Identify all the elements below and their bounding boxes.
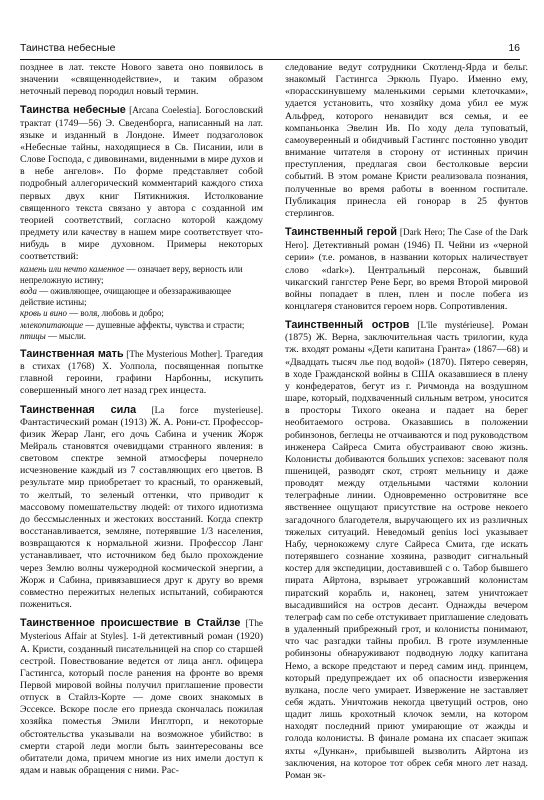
entry-text: Трагедия в стихах (1768) Х. Уолпола, посвященная попытке главной героини, графини Нарбонны, искупить совершенный много лет назад грех инцеста. bbox=[20, 348, 263, 397]
entry-headword: Таинственный остров bbox=[285, 319, 410, 332]
entry-original-title: [The Mysterious Mother]. bbox=[126, 348, 223, 359]
entry-tainstvennyj-ostrov bbox=[285, 319, 528, 782]
entry-proisshestvie-v-stajlze bbox=[20, 617, 263, 777]
running-header bbox=[20, 42, 520, 58]
example-item: млекопитающие — душевные аффекты, чувства и страсти; bbox=[20, 319, 245, 330]
continued-text: следование ведут сотрудники Скотленд-Ярда и бельг. знакомый Гастингса Эркюль Пуаро. Именно ему, «порасскинувшему маленькими серыми клеточками», удается установить, что хозяйку дома убил ее муж Альфред, которого ненавидит вся семья, и ее компаньонка Эвелин Ив. По ходу дела туповатый, самоуверенный и обидчивый Гастингс постоянно уводит внимание читателя в сторону от истинных причин преступления, предлагая свои бестолковые версии событий. В этом романе Кристи реализовала познания, полученные во время работы в военном госпитале. Публикация принесла ей гонорар в 25 фунтов стерлингов. bbox=[285, 62, 528, 219]
entry-text: Роман (1875) Ж. Верна, заключительная часть трилогии, куда тж. входят романы «Дети капитана Гранта» (1867—68) и «Двадцать тысяч лье под водой» (1870). Пятеро северян, в ходе Гражданской войны в США оказавшиеся в плену у конфедератов, бегут из г. Ричмонда на воздушном шаре, который, подхваченный сильным ветром, уносится в просторы Тихого океана и падает на берег необитаемого острова. Оказавшись в положении робинзонов, беглецы не отчаиваются и под руководством инженера Сайреса Смита обустраивают свою жизнь. Колонисты добиваются больших успехов: засевают поля пшеницей, разводят скот, строят мельницу и даже проводят между отдельными частями колонии телеграфные линии. Одновременно островитяне все явственнее ощущают присутствие на острове некоего загадочного благодетеля, выручающего их из различных тяжелых ситуаций. Неведомый genius loci указывает Набу, чернокожему слуге Сайреса Смита, где искать потерявшего сознание хозяина, разводит сигнальный костер для экспедиции, доставившей с о. Табор бывшего пирата Айртона, взрывает угрожавший колонистам пиратский корабль и, наконец, затем уничтожает высадившийся на остров десант. Однажды вечером телеграф сам по себе отстукивает приглашение следовать в удаленный прибрежный грот, и колонисты понимают, что час разгадки тайны пробил. В гроте изумленные робинзоны обнаруживают подводную лодку капитана Немо, а вскоре предстают и перед самим инд. принцем, который предупреждает их об опасности извержения вулкана, после чего умирает. Извержение не заставляет себя ждать. Уничтожив некогда цветущий остров, оно щадит лишь крохотный клочок земли, на котором находят последний приют умирающие от жажды и голода колонисты. В финале романа их спасает экипаж яхты «Дункан», прибывшей вызволить Айртона из заключения, на которое тот обрек себя много лет назад. Роман эк- bbox=[285, 320, 528, 781]
example-item: птицы — мысли. bbox=[20, 330, 86, 341]
entry-text: Богословский трактат (1749—56) Э. Сведенборга, написанный на лат. языке и изданный в Лондоне. Имеет подзаголовок «Небесные тайны, находящиеся в Св. Писании, или в Слове Господа, с дивовинами, виденными в мире духов и в небе ангелов». По форме представляет собой подробный аллегорический комментарий каждого стиха первых двух книг Пятикнижия. Истолкование священного текста связано у автора с созданной им теорией соответствий, согласно которой каждому предмету или качеству в нашем мире соответствует что-нибудь в мире духовном. Примеры некоторых соответствий: bbox=[20, 105, 263, 263]
page-number: 16 bbox=[508, 42, 520, 54]
entry-text: Фантастический роман (1913) Ж. А. Рони-ст. Профессор-физик Жерар Ланг, его дочь Сабина и ученик Жорж Мейраль становятся очевидцами странного явления: в световом спектре земной атмосферы почернело исчезновение каждый из 7 составляющих его цветов. В результате мир приобретает то красный, то оранжевый, то желтый, то зеленый оттенки, что приводит к массовому помешательству людей: от тихого идиотизма до бессмысленных и жестоких восстаний. Когда спектр восстанавливается, земляне, потерявшие 1/3 населения, возвращаются к нормальной жизни. Профессор Ланг устанавливает, что источником бед было прохождение через Землю волны чужеродной космической энергии, а Жорж и Сабина, привязавшиеся друг к другу во время совместно пережитых нелепых испытаний, собираются пожениться. bbox=[20, 416, 263, 611]
entry-original-title: [Arcana Coelestia]. bbox=[129, 105, 202, 116]
entry-original-title: [The Mysterious Affair at Styles]. bbox=[20, 618, 263, 642]
entry-headword: Таинства небесные bbox=[20, 104, 126, 117]
example-item: камень или нечто каменное — означает веру, верность или непреложную истину; bbox=[20, 263, 243, 285]
entry-headword: Таинственная сила bbox=[20, 403, 137, 416]
entry-tainstvennyj-geroj bbox=[285, 226, 528, 313]
entry-tainstvennaya-mat bbox=[20, 348, 263, 398]
entry-text: 1-й детективный роман (1920) А. Кристи, созданный писательницей на спор со старшей сестрой. Повествование ведется от лица англ. офицера Гастингса, который после ранения на фронте во время Первой мировой войны получил приглашение провести отпуск в Стайлз-Корте — доме своих знакомых в Эссексе. Вскоре после его приезда скончалась пожилая хозяйка поместья Эмили Инглторп, и некоторые обстоятельства указывали на возможное убийство: в смерти старой леди могли быть заинтересованы все обитатели дома, причем многие из них имели доступ к ядам и навык обращения с ними. Рас- bbox=[20, 631, 263, 777]
entry-original-title: [L'île mystérieuse]. bbox=[417, 320, 495, 331]
entry-tainstva-nebesnye bbox=[20, 104, 263, 341]
example-item: кровь и вино — воля, любовь и добро; bbox=[20, 308, 164, 319]
header-rule bbox=[20, 59, 520, 60]
left-column bbox=[20, 62, 263, 792]
continued-text: позднее в лат. тексте Нового завета оно появилось в значении «священнодействие», и таким образом неточный перевод породил новый термин. bbox=[20, 62, 263, 98]
entry-text: Детективный роман (1946) П. Чейни из «черной серии» (т.е. романов, в названии которых наличествует слово «dark»). Центральный персонаж, бывший чикагский гангстер Рене Берг, во время Второй мировой войны попадает в плен, плен и после побега из концлагеря становится героем норв. Сопротивления. bbox=[285, 240, 528, 312]
entry-headword: Таинственный герой bbox=[285, 226, 397, 239]
entry-tainstvennaya-sila bbox=[20, 404, 263, 612]
example-item: вода — оживляющее, очищающее и обеззараживающее действие истины; bbox=[20, 285, 232, 308]
entry-original-title: [Dark Hero; The Case of the Dark Hero]. bbox=[285, 227, 528, 251]
entry-original-title: [La force mysterieuse]. bbox=[151, 404, 263, 415]
entry-headword: Таинственная мать bbox=[20, 347, 124, 360]
entry-headword: Таинственное происшествие в Стайлзе bbox=[20, 617, 241, 630]
right-column bbox=[285, 62, 528, 792]
running-title: Таинства небесные bbox=[20, 42, 116, 54]
